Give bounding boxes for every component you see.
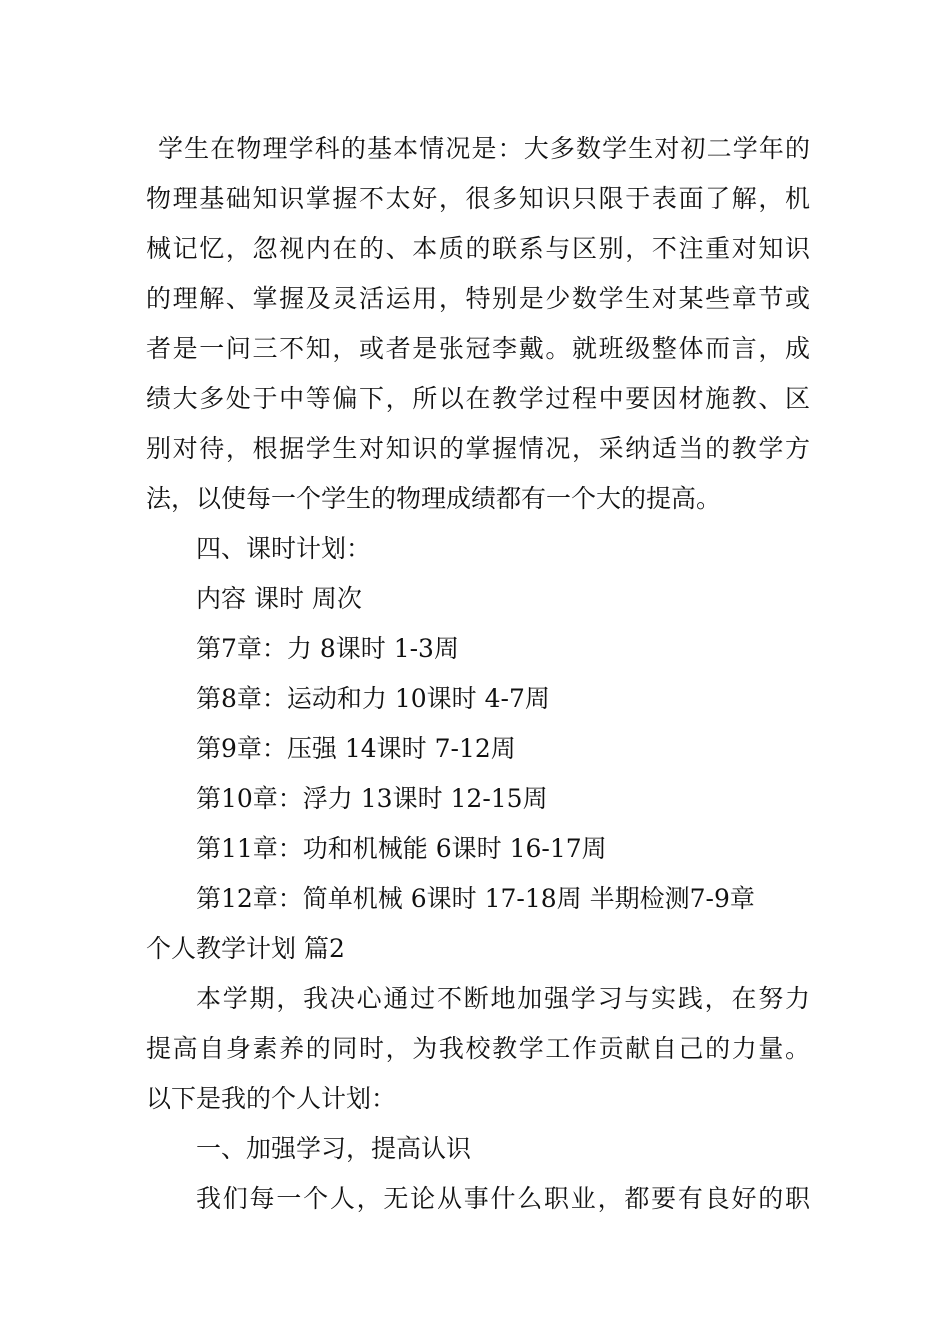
paragraph-line: 本学期，我决心通过不断地加强学习与实践，在努力 (196, 984, 810, 1013)
schedule-row: 第11章：功和机械能 6课时 16-17周 (196, 834, 607, 863)
paragraph-line: 者是一问三不知，或者是张冠李戴。就班级整体而言，成 (146, 334, 810, 363)
paragraph-line: 我们每一个人，无论从事什么职业，都要有良好的职 (196, 1184, 810, 1213)
paragraph-line: 绩大多处于中等偏下，所以在教学过程中要因材施教、区 (146, 384, 810, 413)
paragraph-line: 以下是我的个人计划： (146, 1084, 397, 1113)
paragraph-line: 提高自身素养的同时，为我校教学工作贡献自己的力量。 (146, 1034, 810, 1063)
section-heading: 四、课时计划： (196, 534, 372, 563)
article-title: 个人教学计划 篇2 (146, 934, 345, 963)
paragraph-line: 法，以使每一个学生的物理成绩都有一个大的提高。 (146, 484, 722, 513)
schedule-row: 第9章：压强 14课时 7-12周 (196, 734, 516, 763)
schedule-row: 第8章：运动和力 10课时 4-7周 (196, 684, 550, 713)
paragraph-line: 物理基础知识掌握不太好，很多知识只限于表面了解，机 (146, 184, 810, 213)
paragraph-line: 械记忆，忽视内在的、本质的联系与区别，不注重对知识 (146, 234, 810, 263)
schedule-header: 内容 课时 周次 (196, 584, 362, 613)
section-heading: 一、加强学习，提高认识 (196, 1134, 472, 1163)
paragraph-line: 别对待，根据学生对知识的掌握情况，采纳适当的教学方 (146, 434, 810, 463)
schedule-row: 第10章：浮力 13课时 12-15周 (196, 784, 548, 813)
schedule-row: 第12章：简单机械 6课时 17-18周 半期检测7-9章 (196, 884, 755, 913)
document-body (146, 124, 810, 1224)
paragraph-line: 的理解、掌握及灵活运用，特别是少数学生对某些章节或 (146, 284, 810, 313)
paragraph-line: 学生在物理学科的基本情况是：大多数学生对初二学年的 (158, 134, 810, 163)
schedule-row: 第7章：力 8课时 1-3周 (196, 634, 459, 663)
